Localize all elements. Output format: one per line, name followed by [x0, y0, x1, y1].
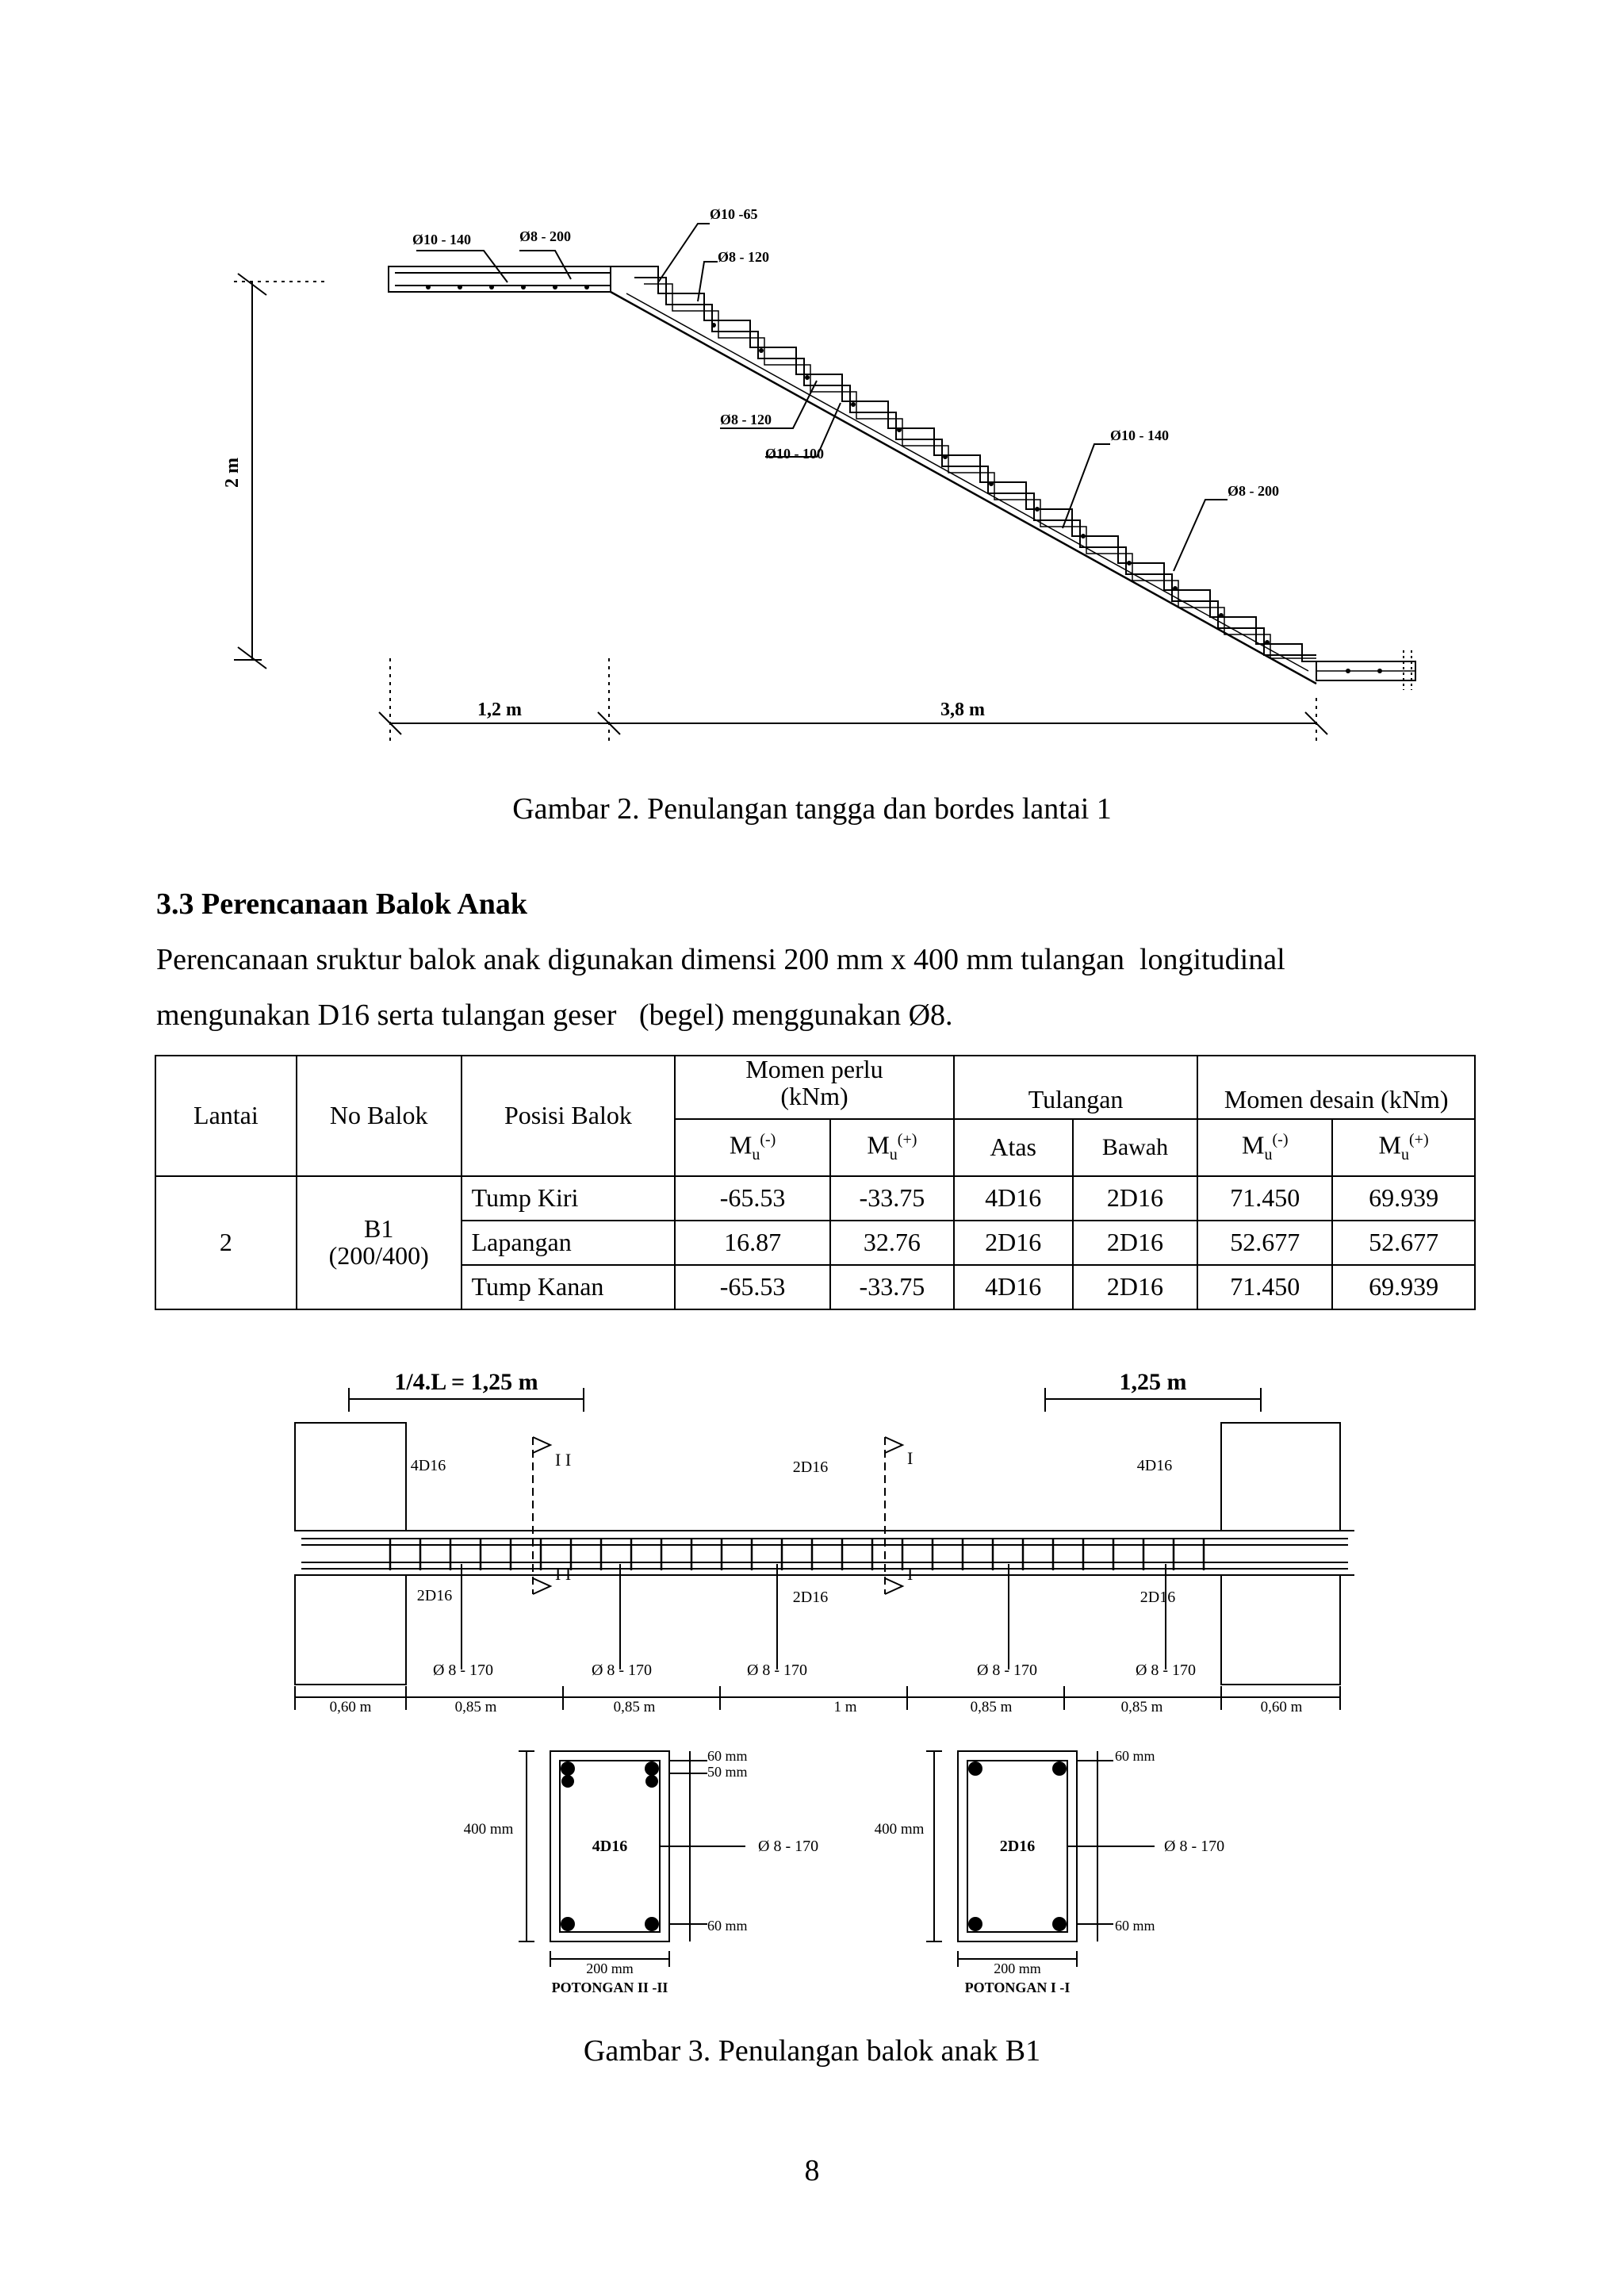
section-i-drawing — [926, 1751, 1155, 1967]
header-mu-pos — [830, 1119, 954, 1176]
cell-posisi: Tump Kiri — [462, 1176, 676, 1221]
cell-mu-pos: -33.75 — [830, 1176, 954, 1221]
mu-symbol: M — [729, 1130, 753, 1159]
stair-label-right2: Ø8 - 200 — [1228, 483, 1279, 499]
stirrup-label-2: Ø 8 - 170 — [591, 1662, 653, 1679]
stair-label-top3: Ø10 -65 — [710, 206, 758, 222]
mu-sup-neg: (-) — [1272, 1130, 1289, 1148]
beam-dim-right: 1,25 m — [1119, 1369, 1187, 1395]
cell-md-pos: 69.939 — [1332, 1176, 1475, 1221]
cell-bawah: 2D16 — [1073, 1265, 1198, 1309]
span-label-2: 0,85 m — [454, 1699, 497, 1715]
stair-label-top1: Ø10 - 140 — [412, 232, 471, 247]
sec1-cover-top1: 60 mm — [707, 1748, 748, 1764]
span-label-4: 1 m — [833, 1699, 857, 1715]
sec2-stirrup: Ø 8 - 170 — [1164, 1838, 1225, 1855]
span-label-7: 0,60 m — [1260, 1699, 1303, 1715]
cell-md-neg: 71.450 — [1197, 1176, 1332, 1221]
beam-table — [155, 1055, 1476, 1310]
mu-sup-pos: (+) — [1409, 1130, 1429, 1148]
beam-bot-left: 2D16 — [416, 1587, 453, 1604]
span-label-3: 0,85 m — [613, 1699, 656, 1715]
cell-posisi: Tump Kanan — [462, 1265, 676, 1309]
cell-balok-name: B1 — [363, 1214, 394, 1244]
stair-label-top2: Ø8 - 200 — [519, 228, 571, 244]
table-row — [155, 1176, 1475, 1221]
sec2-bars: 2D16 — [999, 1838, 1036, 1855]
stair-dim-flight: 3,8 m — [940, 700, 985, 720]
header-no-balok: No Balok — [297, 1056, 462, 1176]
sec2-width: 200 mm — [994, 1961, 1041, 1976]
section-ii-drawing — [519, 1751, 745, 1967]
paragraph-line-1: Perencanaan sruktur balok anak digunakan dimensi 200 mm x 400 mm tulangan longitudinal — [156, 943, 1285, 976]
figure-2-caption: Gambar 2. Penulangan tangga dan bordes lantai 1 — [512, 792, 1112, 826]
header-lantai: Lantai — [155, 1056, 297, 1176]
sec1-name: POTONGAN II -II — [551, 1980, 668, 1995]
cell-balok-dim: (200/400) — [328, 1241, 429, 1270]
sec2-height: 400 mm — [874, 1821, 925, 1838]
cell-posisi: Lapangan — [462, 1221, 676, 1265]
mu-sub: u — [889, 1146, 898, 1164]
sec1-cover-bot: 60 mm — [707, 1918, 748, 1934]
sec2-cover-bot: 60 mm — [1115, 1918, 1155, 1934]
stair-label-right1: Ø10 - 140 — [1110, 427, 1169, 443]
sec2-cover-top: 60 mm — [1115, 1748, 1155, 1764]
stirrup-label-4: Ø 8 - 170 — [976, 1662, 1038, 1679]
mu-sub: u — [752, 1146, 760, 1164]
sec1-cover-top2: 50 mm — [707, 1764, 748, 1780]
cut-ii-top: I I — [555, 1450, 572, 1470]
paragraph-line-2: mengunakan D16 serta tulangan geser (begel) menggunakan Ø8. — [156, 999, 953, 1032]
header-momen-perlu — [675, 1056, 954, 1119]
stair-dim-height: 2 m — [222, 458, 243, 488]
stair-dim-landing: 1,2 m — [477, 700, 522, 720]
stair-label-mid2: Ø10 - 100 — [765, 446, 824, 462]
mu-symbol: M — [867, 1130, 890, 1159]
cell-atas: 4D16 — [954, 1176, 1073, 1221]
beam-reinforcement-drawing — [0, 1348, 1624, 2014]
beam-top-left: 4D16 — [410, 1457, 446, 1474]
mu-sup-pos: (+) — [897, 1130, 917, 1148]
beam-top-mid: 2D16 — [792, 1458, 829, 1476]
cell-md-neg: 71.450 — [1197, 1265, 1332, 1309]
header-md-pos — [1332, 1119, 1475, 1176]
cell-lantai: 2 — [155, 1176, 297, 1309]
span-label-1: 0,60 m — [329, 1699, 372, 1715]
header-momen-perlu-line2: (kNm) — [780, 1081, 848, 1110]
cell-mu-neg: -65.53 — [675, 1176, 830, 1221]
cell-bawah: 2D16 — [1073, 1176, 1198, 1221]
figure-3-caption: Gambar 3. Penulangan balok anak B1 — [583, 2034, 1041, 2068]
header-momen-perlu-line1: Momen perlu — [745, 1055, 883, 1083]
header-mu-neg — [675, 1119, 830, 1176]
cut-ii-bottom: I I — [555, 1564, 572, 1584]
stirrup-label-5: Ø 8 - 170 — [1135, 1662, 1197, 1679]
cell-bawah: 2D16 — [1073, 1221, 1198, 1265]
cell-mu-neg: 16.87 — [675, 1221, 830, 1265]
beam-bot-right: 2D16 — [1139, 1589, 1176, 1606]
mu-sup-neg: (-) — [760, 1130, 776, 1148]
cell-md-pos: 52.677 — [1332, 1221, 1475, 1265]
sec1-bars: 4D16 — [592, 1838, 628, 1855]
header-atas: Atas — [954, 1119, 1073, 1176]
cell-md-neg: 52.677 — [1197, 1221, 1332, 1265]
section-heading: 3.3 Perencanaan Balok Anak — [156, 887, 528, 921]
sec2-name: POTONGAN I -I — [964, 1980, 1071, 1995]
stirrup-label-3: Ø 8 - 170 — [746, 1662, 808, 1679]
mu-sub: u — [1401, 1146, 1409, 1164]
sec1-width: 200 mm — [586, 1961, 634, 1976]
cell-atas: 2D16 — [954, 1221, 1073, 1265]
cut-i-top: I — [907, 1448, 914, 1468]
cell-mu-pos: 32.76 — [830, 1221, 954, 1265]
stairs-reinforcement-drawing — [0, 0, 1624, 777]
header-md-neg — [1197, 1119, 1332, 1176]
span-label-5: 0,85 m — [970, 1699, 1013, 1715]
sec1-height: 400 mm — [463, 1821, 514, 1838]
beam-bot-mid: 2D16 — [792, 1589, 829, 1606]
beam-top-right: 4D16 — [1136, 1457, 1173, 1474]
cell-mu-neg: -65.53 — [675, 1265, 830, 1309]
mu-sub: u — [1264, 1146, 1273, 1164]
sec1-stirrup: Ø 8 - 170 — [758, 1838, 819, 1855]
header-tulangan: Tulangan — [954, 1056, 1198, 1119]
cell-md-pos: 69.939 — [1332, 1265, 1475, 1309]
header-momen-desain: Momen desain (kNm) — [1197, 1056, 1475, 1119]
span-label-6: 0,85 m — [1120, 1699, 1163, 1715]
header-bawah: Bawah — [1073, 1119, 1198, 1176]
cell-atas: 4D16 — [954, 1265, 1073, 1309]
mu-symbol: M — [1378, 1130, 1401, 1159]
stair-label-mid1: Ø8 - 120 — [720, 412, 772, 427]
cut-i-bottom: I — [907, 1564, 914, 1584]
stirrup-label-1: Ø 8 - 170 — [432, 1662, 494, 1679]
stair-label-top4: Ø8 - 120 — [718, 249, 769, 265]
beam-dim-left: 1/4.L = 1,25 m — [394, 1369, 538, 1395]
mu-symbol: M — [1242, 1130, 1265, 1159]
cell-no-balok — [297, 1176, 462, 1309]
header-posisi-balok: Posisi Balok — [462, 1056, 676, 1176]
cell-mu-pos: -33.75 — [830, 1265, 954, 1309]
page-number: 8 — [804, 2154, 820, 2187]
